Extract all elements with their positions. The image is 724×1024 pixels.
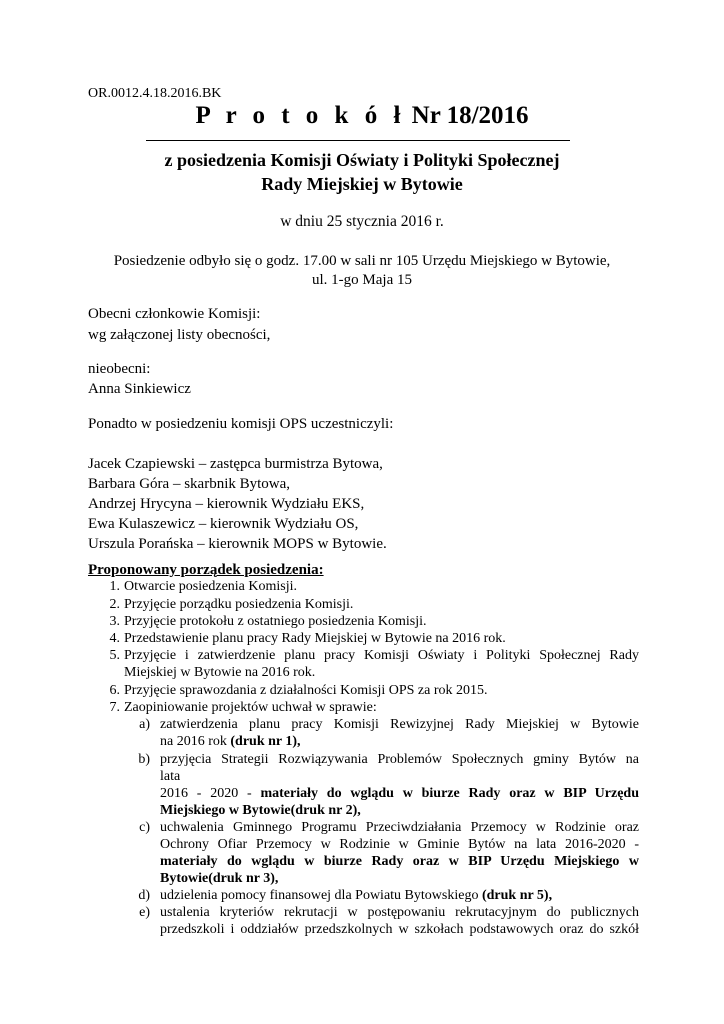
subitem: udzielenia pomocy finansowej dla Powiatu Bytowskiego (druk nr 5), [160,888,553,903]
subitem-letter: a) [139,717,150,732]
council-name: Rady Miejskiej w Bytowie [261,174,463,194]
subitem-cont: Bytowie(druk nr 3), [160,871,279,886]
subitem: przyjęcia Strategii Rozwiązywania Problemów Społecznych gminy Bytów na [160,752,639,767]
document-reference: OR.0012.4.18.2016.BK [88,86,222,101]
title-number: Nr 18/2016 [405,102,529,129]
subitem: ustalenia kryteriów rekrutacji w postępowaniu rekrutacyjnym do publicznych [160,905,639,920]
committee-name: z posiedzenia Komisji Oświaty i Polityki Społecznej [164,150,560,170]
agenda-number: 6. [109,683,120,698]
subitem-cont: Miejskiego w Bytowie(druk nr 2), [160,803,361,818]
agenda-number: 1. [109,579,120,594]
meeting-address: ul. 1-go Maja 15 [312,272,412,288]
agenda-item: Przedstawienie planu pracy Rady Miejskiej w Bytowie na 2016 rok. [124,631,506,646]
agenda-number: 3. [109,614,120,629]
guest-item: Jacek Czapiewski – zastępca burmistrza Bytowa, [88,456,383,472]
present-label: Obecni członkowie Komisji: [88,306,261,322]
absent-value: Anna Sinkiewicz [88,381,191,397]
agenda-item: Otwarcie posiedzenia Komisji. [124,579,298,594]
subitem-cont: Ochrony Ofiar Przemocy w Rodzinie w Gminie Bytów na lata 2016-2020 - [160,837,639,852]
agenda-number: 5. [109,648,120,663]
agenda-number: 7. [109,700,120,715]
guest-item: Andrzej Hrycyna – kierownik Wydziału EKS, [88,496,365,512]
meeting-place: Posiedzenie odbyło się o godz. 17.00 w sali nr 105 Urzędu Miejskiego w Bytowie, [113,253,611,269]
guest-item: Urszula Porańska – kierownik MOPS w Bytowie. [88,536,387,552]
guests-label: Ponadto w posiedzeniu komisji OPS uczestniczyli: [88,416,394,432]
subitem-cont: na 2016 rok (druk nr 1), [160,734,301,749]
subitem-letter: c) [139,820,150,835]
subitem: zatwierdzenia planu pracy Komisji Rewizyjnej Rady Miejskiej w Bytowie [160,717,639,732]
absent-label: nieobecni: [88,361,151,377]
subitem-letter: e) [139,905,150,920]
guest-item: Ewa Kulaszewicz – kierownik Wydziału OS, [88,516,359,532]
agenda-item: Przyjęcie i zatwierdzenie planu pracy Komisji Oświaty i Polityki Społecznej Rady [124,648,639,663]
subitem-cont: materiały do wglądu w biurze Rady oraz w BIP Urzędu Miejskiego w [160,854,639,869]
subitem-cont: przedszkoli i oddziałów przedszkolnych w szkołach podstawowych oraz do szkół [160,922,639,937]
title-spaced: P r o t o k ó ł [195,102,406,129]
meeting-date: w dniu 25 stycznia 2016 r. [280,213,444,230]
present-value: wg załączonej listy obecności, [88,327,271,343]
agenda-item: Przyjęcie porządku posiedzenia Komisji. [124,597,354,612]
protocol-title [0,102,724,130]
agenda-item-cont: Miejskiej w Bytowie na 2016 rok. [124,665,316,680]
subitem-letter: b) [138,752,150,767]
subitem: uchwalenia Gminnego Programu Przeciwdziałania Przemocy w Rodzinie oraz [160,820,639,835]
agenda-number: 2. [109,597,120,612]
agenda-item: Przyjęcie protokołu z ostatniego posiedzenia Komisji. [124,614,427,629]
subitem-cont: 2016 - 2020 - materiały do wglądu w biurze Rady oraz w BIP Urzędu [160,786,639,801]
subitem-letter: d) [138,888,150,903]
title-underline [146,140,570,141]
agenda-item: Przyjęcie sprawozdania z działalności Komisji OPS za rok 2015. [124,683,488,698]
agenda-number: 4. [109,631,120,646]
agenda-heading: Proponowany porządek posiedzenia: [88,562,324,578]
agenda-item: Zaopiniowanie projektów uchwał w sprawie: [124,700,377,715]
subitem-cont: lata [160,769,181,784]
guest-item: Barbara Góra – skarbnik Bytowa, [88,476,291,492]
